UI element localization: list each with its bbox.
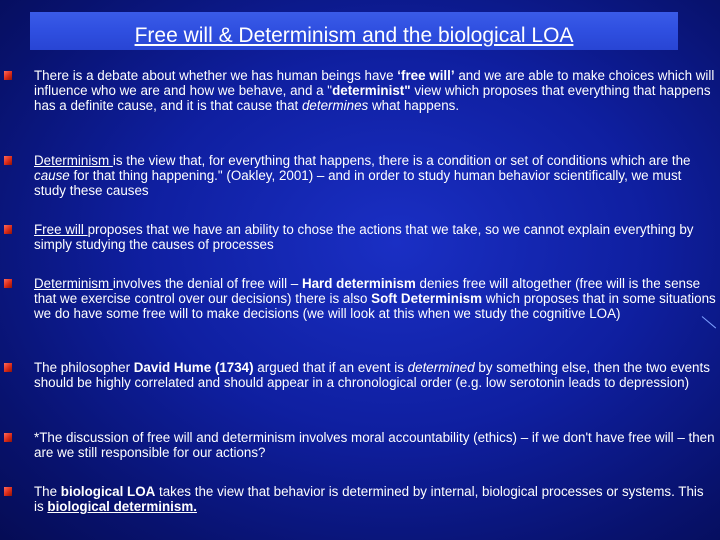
bullet-text: The philosopher David Hume (1734) argued that if an event is determined by something else, then the two events should be highly correlated and should appear in a chronological order (e.g. low serotonin leads to depression) — [34, 360, 710, 390]
bullet-text: *The discussion of free will and determinism involves moral accountability (ethics) – if we don't have free will – then are we still responsible for our actions? — [34, 430, 715, 460]
bullet-text: There is a debate about whether we has human beings have ‘free will’ and we are able to make choices which will influence who we are and how we behave, and a "determinist" view which proposes that everything that happens has a definite cause, and it is that cause that determines what happens. — [34, 68, 715, 113]
title-bar — [30, 12, 678, 50]
page-title: Free will & Determinism and the biological LOA — [134, 24, 574, 47]
bullet-text: Determinism is the view that, for everything that happens, there is a condition or set of conditions which are the cause for that thing happening." (Oakley, 2001) – and in order to study human behavior scientifically, we must study these causes — [34, 153, 691, 198]
bullet-text: Determinism involves the denial of free will – Hard determinism denies free will altogether (free will is the sense that we exercise control over our decisions) there is also Soft Determinism which proposes that in some situations we do have some free will to make decisions (we will look at this when we study the cognitive LOA) — [34, 276, 716, 321]
bullet-marker-icon — [4, 279, 12, 288]
bullet-marker-icon — [4, 71, 12, 80]
bullet-marker-icon — [4, 433, 12, 442]
bullet-marker-icon — [4, 487, 12, 496]
bullet-marker-icon — [4, 225, 12, 234]
bullet-marker-icon — [4, 156, 12, 165]
bullet-marker-icon — [4, 363, 12, 372]
bullet-text: The biological LOA takes the view that behavior is determined by internal, biological processes or systems. This is biological determinism. — [34, 484, 704, 514]
bullet-text: Free will proposes that we have an ability to chose the actions that we take, so we cannot explain everything by simply studying the causes of processes — [34, 222, 694, 252]
